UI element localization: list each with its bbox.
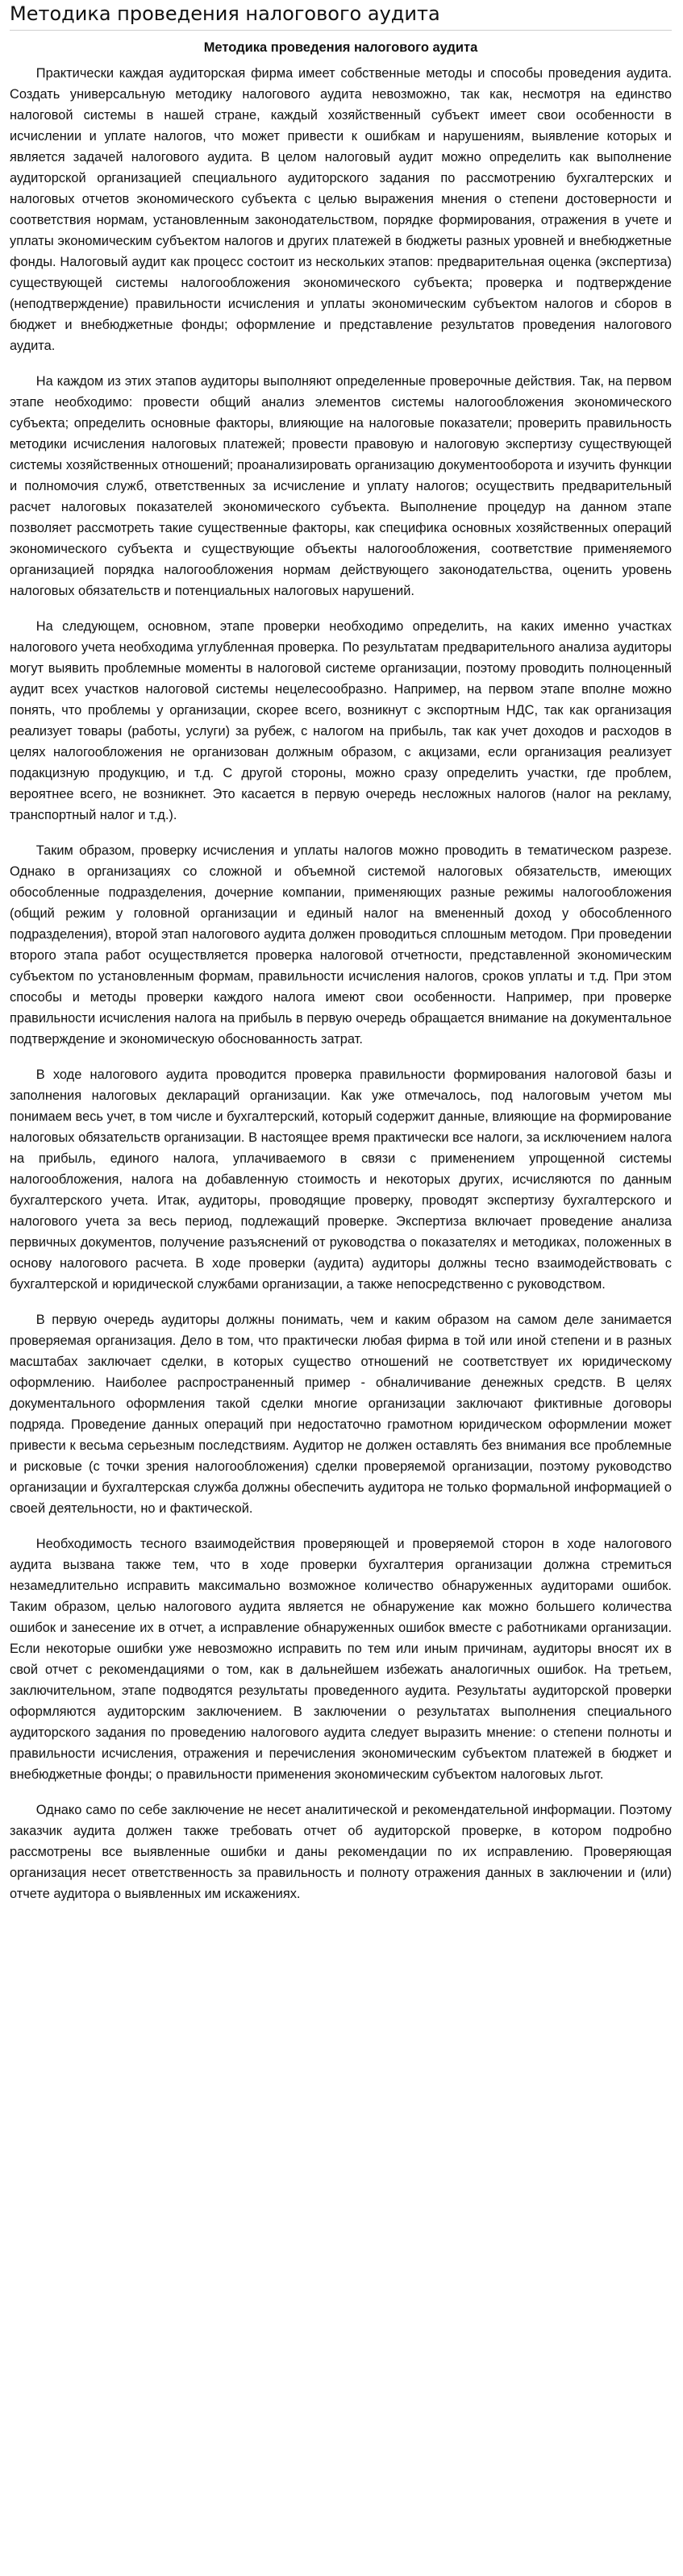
paragraph: Практически каждая аудиторская фирма имеет собственные методы и способы проведения аудита. Создать универсальную методику налогового аудита невозможно, так как, несмотря на единство налоговой системы в нашей стране, каждый хозяйственный субъект имеет свои особенности в исчислении и уплате налогов, что может привести к ошибкам и нарушениям, выявление которых и является задачей налогового аудита. В целом налоговый аудит можно определить как выполнение аудиторской организацией специального аудиторского задания по рассмотрению бухгалтерских и налоговых отчетов экономического субъекта с целью выражения мнения о степени достоверности и соответствия нормам, установленным законодательством, порядке формирования, отражения в учете и уплаты экономическим субъектом налогов и других платежей в бюджеты разных уровней и внебюджетные фонды. Налоговый аудит как процесс состоит из нескольких этапов: предварительная оценка (экспертиза) существующей системы налогообложения экономического субъекта; проверка и подтверждение (неподтверждение) правильности исчисления и уплаты экономическим субъектом налогов и сборов в бюджет и внебюджетные фонды; оформление и представление результатов проведения налогового аудита. [10,66,672,353]
paragraph: Необходимость тесного взаимодействия проверяющей и проверяемой сторон в ходе налогового аудита вызвана также тем, что в ходе проверки бухгалтерия организации должна стремиться незамедлительно исправить максимально возможное количество обнаруженных аудиторами ошибок. Таким образом, целью налогового аудита является не обнаружение как можно большего количества ошибок и занесение их в отчет, а исправление обнаруженных ошибок вместе с работниками организации. Если некоторые ошибки уже невозможно исправить по тем или иным причинам, аудиторы вносят их в свой отчет с рекомендациями о том, как в дальнейшем избежать аналогичных ошибок. На третьем, заключительном, этапе подводятся результаты проведенного аудита. Результаты аудиторской проверки оформляются аудиторским заключением. В заключении о результатах выполнения специального аудиторского задания по проведению налогового аудита следует выразить мнение: о степени полноты и правильности исчисления, отражения и перечисления экономическим субъектом платежей в бюджет и внебюджетные фонды; о правильности применения экономическим субъектом налоговых льгот. [10,1537,672,1782]
paragraph: В первую очередь аудиторы должны понимать, чем и каким образом на самом деле занимается проверяемая организация. Дело в том, что практически любая фирма в той или иной степени и в разных масштабах заключает сделки, в которых существо отношений не соответствует их юридическому оформлению. Наиболее распространенный пример - обналичивание денежных средств. В целях документального оформления такой сделки многие организации заключают фиктивные договоры подряда. Проведение данных операций при недостаточно грамотном юридическом оформлении может привести к весьма серьезным последствиям. Аудитор не должен оставлять без внимания все проблемные и рисковые (с точки зрения налогообложения) сделки проверяемой организации, поэтому руководство организации и бухгалтерская служба должны обеспечить аудитора не только формальной информацией о своей деятельности, но и фактической. [10,1313,672,1516]
paragraph: Однако само по себе заключение не несет аналитической и рекомендательной информации. Поэтому заказчик аудита должен также требовать отчет об аудиторской проверке, в котором подробно рассмотрены все выявленные ошибки и даны рекомендации по их исправлению. Проверяющая организация несет ответственность за правильность и полноту отражения данных в заключении и (или) отчете аудитора о выявленных им искажениях. [10,1803,672,1901]
paragraph: На следующем, основном, этапе проверки необходимо определить, на каких именно участках налогового учета необходима углубленная проверка. По результатам предварительного анализа аудиторы могут выявить проблемные моменты в налоговой системе организации, поэтому проводить полноценный аудит всех участков налоговой системы нецелесообразно. Например, на первом этапе вполне можно понять, что проблемы у организации, скорее всего, возникнут с экспортным НДС, так как организация реализует товары (работы, услуги) за рубеж, с налогом на прибыль, так как учет доходов и расходов в целях налогообложения не организован должным образом, с акцизами, если организация реализует подакцизную продукцию, и т.д. С другой стороны, можно сразу определить участки, где проблем, вероятнее всего, не возникнет. Это касается в первую очередь несложных налогов (налог на рекламу, транспортный налог и т.д.). [10,619,672,822]
article-body [10,37,672,1904]
article-heading: Методика проведения налогового аудита [203,40,478,55]
paragraph: В ходе налогового аудита проводится проверка правильности формирования налоговой базы и заполнения налоговых деклараций организации. Как уже отмечалось, под налоговым учетом мы понимаем весь учет, в том числе и бухгалтерский, который содержит данные, влияющие на формирование налоговых обязательств организации. В настоящее время практически все налоги, за исключением налога на прибыль, единого налога, уплачиваемого в связи с применением упрощенной системы налогообложения, налога на добавленную стоимость и некоторых других, исчисляются по данным бухгалтерского учета. Итак, аудиторы, проводящие проверку, проводят экспертизу бухгалтерского и налогового учета за весь период, подлежащий проверке. Экспертиза включает проведение анализа первичных документов, получение разъяснений от руководства о показателях и методиках, положенных в основу налогового расчета. В ходе проверки (аудита) аудиторы должны тесно взаимодействовать с бухгалтерской и юридической службами организации, а также непосредственно с руководством. [10,1067,672,1292]
page-title: Методика проведения налогового аудита [10,2,672,31]
paragraph: На каждом из этих этапов аудиторы выполняют определенные проверочные действия. Так, на первом этапе необходимо: провести общий анализ элементов системы налогообложения экономического субъекта; определить основные факторы, влияющие на налоговые показатели; проверить правильность методики исчисления налоговых платежей; провести правовую и налоговую экспертизу существующей системы хозяйственных отношений; проанализировать организацию документооборота и изучить функции и полномочия служб, ответственных за исчисление и уплату налогов; осуществить предварительный расчет налоговых показателей экономического субъекта. Выполнение процедур на данном этапе позволяет рассмотреть такие существенные факторы, как специфика основных хозяйственных операций экономического субъекта и существующие объекты налогообложения, соответствие применяемого организацией порядка налогообложения нормам действующего законодательства, оценить уровень налоговых обязательств и потенциальных налоговых нарушений. [10,374,672,598]
paragraph: Таким образом, проверку исчисления и уплаты налогов можно проводить в тематическом разрезе. Однако в организациях со сложной и объемной системой налоговых обязательств, имеющих обособленные подразделения, дочерние компании, применяющих разные режимы налогообложения (общий режим у головной организации и единый налог на вмененный доход у обособленного подразделения), второй этап налогового аудита должен проводиться сплошным методом. При проведении второго этапа работ осуществляется проверка налоговой отчетности, представленной экономическим субъектом по установленным формам, правильности исчисления налогов, сроков уплаты и т.д. При этом способы и методы проверки каждого налога имеют свои особенности. Например, при проверке правильности исчисления налога на прибыль в первую очередь обращается внимание на документальное подтверждение и экономическую обоснованность затрат. [10,843,672,1047]
page [0,2,683,1904]
